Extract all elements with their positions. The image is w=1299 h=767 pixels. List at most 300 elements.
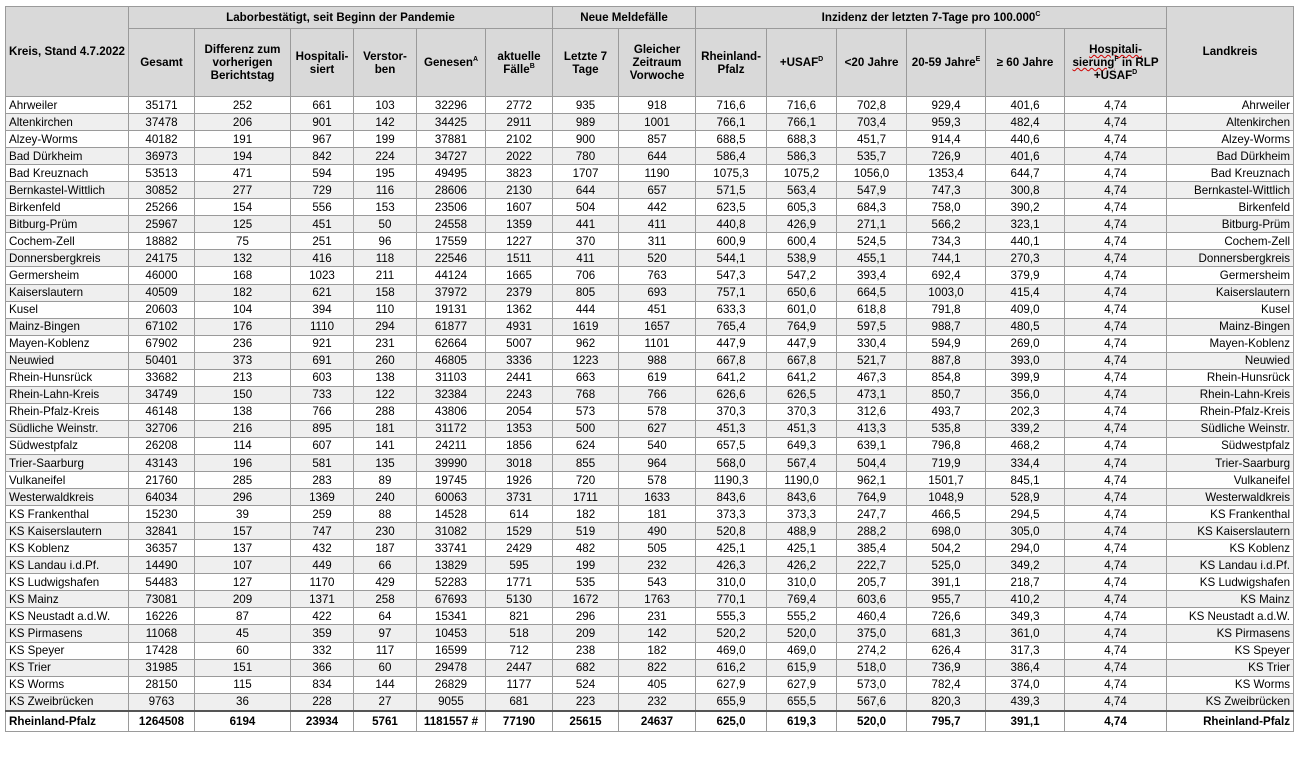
table-cell: 586,3 [767, 148, 837, 165]
table-cell: 19745 [417, 472, 486, 489]
table-cell: 768 [553, 386, 619, 403]
table-cell: 1359 [486, 216, 553, 233]
table-cell: 310,0 [767, 574, 837, 591]
table-cell: 1001 [619, 114, 696, 131]
table-row [6, 97, 1294, 114]
table-cell: 40509 [129, 284, 195, 301]
table-cell: 386,4 [986, 659, 1065, 676]
table-cell: 4,74 [1065, 437, 1167, 454]
table-cell: 425,1 [696, 540, 767, 557]
table-cell: KS Pirmasens [1167, 625, 1294, 642]
table-cell: 962,1 [837, 472, 907, 489]
table-cell: 2441 [486, 369, 553, 386]
table-cell: 31172 [417, 420, 486, 437]
table-cell: 719,9 [907, 454, 986, 471]
table-cell: 693 [619, 284, 696, 301]
table-cell: 370,3 [696, 403, 767, 420]
table-cell: 271,1 [837, 216, 907, 233]
table-cell: 857 [619, 131, 696, 148]
table-cell: 366 [291, 659, 354, 676]
table-cell: Bitburg-Prüm [1167, 216, 1294, 233]
table-cell: 370 [553, 233, 619, 250]
table-cell: 455,1 [837, 250, 907, 267]
table-cell: 28606 [417, 182, 486, 199]
table-cell: 238 [553, 642, 619, 659]
table-cell: 504 [553, 199, 619, 216]
table-cell: KS Landau i.d.Pf. [6, 557, 129, 574]
table-cell: Alzey-Worms [1167, 131, 1294, 148]
table-cell: Bad Kreuznach [6, 165, 129, 182]
table-cell: 918 [619, 97, 696, 114]
table-cell: 614 [486, 506, 553, 523]
table-cell: Bernkastel-Wittlich [1167, 182, 1294, 199]
table-cell: 644 [619, 148, 696, 165]
table-cell: 110 [354, 301, 417, 318]
table-cell: KS Koblenz [1167, 540, 1294, 557]
table-cell: 218,7 [986, 574, 1065, 591]
table-cell: 5130 [486, 591, 553, 608]
table-cell: 661 [291, 97, 354, 114]
table-cell: 766 [291, 403, 354, 420]
table-cell: KS Worms [1167, 676, 1294, 693]
table-row [6, 148, 1294, 165]
table-cell: 24175 [129, 250, 195, 267]
table-cell: 370,3 [767, 403, 837, 420]
table-cell: 626,6 [696, 386, 767, 403]
header-20-59: 20-59 Jahre$^E$ [907, 29, 986, 97]
table-cell: 122 [354, 386, 417, 403]
table-cell: 349,2 [986, 557, 1065, 574]
table-cell: 182 [619, 642, 696, 659]
table-row [6, 437, 1294, 454]
table-cell: Cochem-Zell [6, 233, 129, 250]
table-cell: 17428 [129, 642, 195, 659]
table-cell: 845,1 [986, 472, 1065, 489]
header-differenz: Differenz zum vorherigen Berichtstag [195, 29, 291, 97]
table-cell: 854,8 [907, 369, 986, 386]
table-cell: 213 [195, 369, 291, 386]
table-cell: 247,7 [837, 506, 907, 523]
table-cell: 1048,9 [907, 489, 986, 506]
table-cell: 641,2 [767, 369, 837, 386]
table-cell: 1707 [553, 165, 619, 182]
header-landkreis: Landkreis [1167, 7, 1294, 97]
table-cell: 4,74 [1065, 454, 1167, 471]
table-cell: 260 [354, 352, 417, 369]
table-cell: Rhein-Pfalz-Kreis [1167, 403, 1294, 420]
table-row [6, 335, 1294, 352]
table-cell: 24211 [417, 437, 486, 454]
table-row [6, 250, 1294, 267]
table-cell: 594 [291, 165, 354, 182]
table-cell: 66 [354, 557, 417, 574]
table-cell: 504,2 [907, 540, 986, 557]
table-cell: 30852 [129, 182, 195, 199]
table-cell: 567,6 [837, 693, 907, 711]
table-cell: 356,0 [986, 386, 1065, 403]
table-row [6, 318, 1294, 335]
table-cell: 650,6 [767, 284, 837, 301]
table-cell: 18882 [129, 233, 195, 250]
table-cell: 33682 [129, 369, 195, 386]
table-cell: 411 [553, 250, 619, 267]
table-cell: 334,4 [986, 454, 1065, 471]
table-cell: 3336 [486, 352, 553, 369]
table-cell: 734,3 [907, 233, 986, 250]
table-cell: 791,8 [907, 301, 986, 318]
table-cell: 440,1 [986, 233, 1065, 250]
table-cell: 24558 [417, 216, 486, 233]
table-cell: 312,6 [837, 403, 907, 420]
table-cell: Mainz-Bingen [6, 318, 129, 335]
table-cell: 440,6 [986, 131, 1065, 148]
table-cell: Südliche Weinstr. [1167, 420, 1294, 437]
table-cell: 11068 [129, 625, 195, 642]
total-cell: 5761 [354, 711, 417, 732]
table-cell: 4,74 [1065, 472, 1167, 489]
table-cell: KS Pirmasens [6, 625, 129, 642]
table-cell: 288 [354, 403, 417, 420]
table-cell: 259 [291, 506, 354, 523]
table-cell: 46148 [129, 403, 195, 420]
table-cell: 505 [619, 540, 696, 557]
table-cell: 1075,2 [767, 165, 837, 182]
table-cell: 469,0 [767, 642, 837, 659]
table-cell: 216 [195, 420, 291, 437]
table-cell: 60063 [417, 489, 486, 506]
table-cell: 1511 [486, 250, 553, 267]
table-cell: 339,2 [986, 420, 1065, 437]
table-cell: KS Ludwigshafen [1167, 574, 1294, 591]
table-cell: 64034 [129, 489, 195, 506]
table-cell: 49495 [417, 165, 486, 182]
table-cell: 1529 [486, 523, 553, 540]
table-cell: 32296 [417, 97, 486, 114]
table-cell: 2911 [486, 114, 553, 131]
table-cell: 43143 [129, 454, 195, 471]
table-cell: 196 [195, 454, 291, 471]
table-cell: 624 [553, 437, 619, 454]
table-cell: 439,3 [986, 693, 1065, 711]
table-cell: 67693 [417, 591, 486, 608]
table-cell: 2447 [486, 659, 553, 676]
table-cell: 766,1 [696, 114, 767, 131]
total-cell: Rheinland-Pfalz [6, 711, 129, 732]
table-cell: 45 [195, 625, 291, 642]
table-cell: 332 [291, 642, 354, 659]
table-cell: 726,6 [907, 608, 986, 625]
table-cell: 209 [195, 591, 291, 608]
table-cell: 3823 [486, 165, 553, 182]
table-row [6, 182, 1294, 199]
table-row [6, 352, 1294, 369]
table-cell: 54483 [129, 574, 195, 591]
table-cell: 467,3 [837, 369, 907, 386]
table-cell: 4,74 [1065, 676, 1167, 693]
table-cell: KS Kaiserslautern [6, 523, 129, 540]
table-cell: 9055 [417, 693, 486, 711]
table-cell: 627,9 [767, 676, 837, 693]
table-cell: 822 [619, 659, 696, 676]
table-cell: Kusel [6, 301, 129, 318]
table-cell: 25967 [129, 216, 195, 233]
table-row [6, 523, 1294, 540]
table-cell: 211 [354, 267, 417, 284]
table-cell: 667,8 [767, 352, 837, 369]
table-cell: 594,9 [907, 335, 986, 352]
table-cell: 390,2 [986, 199, 1065, 216]
total-cell: 24637 [619, 711, 696, 732]
table-cell: 744,1 [907, 250, 986, 267]
table-cell: 667,8 [696, 352, 767, 369]
table-cell: 31103 [417, 369, 486, 386]
table-cell: 391,1 [907, 574, 986, 591]
table-cell: 1190 [619, 165, 696, 182]
table-cell: KS Landau i.d.Pf. [1167, 557, 1294, 574]
table-cell: 1353,4 [907, 165, 986, 182]
table-cell: 780 [553, 148, 619, 165]
table-cell: Bitburg-Prüm [6, 216, 129, 233]
table-cell: 373,3 [767, 506, 837, 523]
table-cell: 770,1 [696, 591, 767, 608]
header-hospitalisierung: Hospitali- sierung$^F$ in RLP $+USAF^D$ [1065, 29, 1167, 97]
table-cell: 410,2 [986, 591, 1065, 608]
table-cell: 657 [619, 182, 696, 199]
table-cell: 393,0 [986, 352, 1065, 369]
table-cell: 4,74 [1065, 608, 1167, 625]
table-cell: 535 [553, 574, 619, 591]
table-cell: 821 [486, 608, 553, 625]
table-cell: 520,2 [696, 625, 767, 642]
table-cell: 471 [195, 165, 291, 182]
table-cell: 1056,0 [837, 165, 907, 182]
table-cell: Birkenfeld [1167, 199, 1294, 216]
table-cell: 729 [291, 182, 354, 199]
table-cell: 75 [195, 233, 291, 250]
table-cell: 763 [619, 267, 696, 284]
table-cell: 305,0 [986, 523, 1065, 540]
table-row [6, 386, 1294, 403]
table-cell: 1501,7 [907, 472, 986, 489]
table-cell: 251 [291, 233, 354, 250]
table-cell: 277 [195, 182, 291, 199]
table-cell: KS Ludwigshafen [6, 574, 129, 591]
table-cell: Südliche Weinstr. [6, 420, 129, 437]
table-cell: 1170 [291, 574, 354, 591]
table-cell: 399,9 [986, 369, 1065, 386]
table-row [6, 659, 1294, 676]
table-cell: 765,4 [696, 318, 767, 335]
table-row [6, 233, 1294, 250]
table-cell: 524,5 [837, 233, 907, 250]
header-aktuelle-faelle: aktuelle Fälle$^B$ [486, 29, 553, 97]
total-cell: 6194 [195, 711, 291, 732]
table-cell: 168 [195, 267, 291, 284]
table-cell: 442 [619, 199, 696, 216]
table-cell: Bad Dürkheim [6, 148, 129, 165]
table-cell: 104 [195, 301, 291, 318]
table-cell: 757,1 [696, 284, 767, 301]
table-cell: 4,74 [1065, 386, 1167, 403]
table-row [6, 301, 1294, 318]
table-body [6, 97, 1294, 732]
table-cell: KS Kaiserslautern [1167, 523, 1294, 540]
table-cell: 563,4 [767, 182, 837, 199]
table-cell: 296 [195, 489, 291, 506]
table-cell: 547,3 [696, 267, 767, 284]
table-cell: 223 [553, 693, 619, 711]
table-cell: 480,5 [986, 318, 1065, 335]
table-cell: 578 [619, 403, 696, 420]
table-cell: 603,6 [837, 591, 907, 608]
table-cell: 451,7 [837, 131, 907, 148]
table-cell: 4,74 [1065, 625, 1167, 642]
table-cell: 621 [291, 284, 354, 301]
table-cell: 855 [553, 454, 619, 471]
table-cell: 34425 [417, 114, 486, 131]
table-cell: 4931 [486, 318, 553, 335]
table-cell: 413,3 [837, 420, 907, 437]
table-cell: 60 [354, 659, 417, 676]
table-cell: 37972 [417, 284, 486, 301]
table-row [6, 540, 1294, 557]
table-cell: 633,3 [696, 301, 767, 318]
table-cell: 581 [291, 454, 354, 471]
table-cell: Rhein-Lahn-Kreis [6, 386, 129, 403]
table-cell: 15230 [129, 506, 195, 523]
table-cell: 1101 [619, 335, 696, 352]
table-cell: 1763 [619, 591, 696, 608]
table-cell: 393,4 [837, 267, 907, 284]
table-cell: 181 [619, 506, 696, 523]
table-cell: 50 [354, 216, 417, 233]
table-cell: 199 [553, 557, 619, 574]
table-cell: Südwestpfalz [6, 437, 129, 454]
table-cell: 258 [354, 591, 417, 608]
table-cell: 28150 [129, 676, 195, 693]
table-cell: KS Mainz [1167, 591, 1294, 608]
table-cell: 195 [354, 165, 417, 182]
table-cell: 600,9 [696, 233, 767, 250]
table-cell: 524 [553, 676, 619, 693]
table-cell: Rhein-Hunsrück [6, 369, 129, 386]
table-cell: 681 [486, 693, 553, 711]
table-cell: 138 [195, 403, 291, 420]
table-cell: 547,9 [837, 182, 907, 199]
table-cell: 535,8 [907, 420, 986, 437]
table-row [6, 557, 1294, 574]
table-cell: 4,74 [1065, 182, 1167, 199]
table-cell: 451,3 [767, 420, 837, 437]
table-cell: 692,4 [907, 267, 986, 284]
table-cell: 720 [553, 472, 619, 489]
table-cell: 4,74 [1065, 216, 1167, 233]
table-cell: 22546 [417, 250, 486, 267]
table-cell: 432 [291, 540, 354, 557]
table-cell: 544,1 [696, 250, 767, 267]
table-cell: KS Speyer [6, 642, 129, 659]
table-cell: 373,3 [696, 506, 767, 523]
table-cell: 4,74 [1065, 693, 1167, 711]
table-cell: 4,74 [1065, 506, 1167, 523]
table-cell: 1607 [486, 199, 553, 216]
table-cell: 555,3 [696, 608, 767, 625]
table-cell: 4,74 [1065, 591, 1167, 608]
table-cell: Neuwied [1167, 352, 1294, 369]
table-cell: 451 [619, 301, 696, 318]
table-cell: 4,74 [1065, 489, 1167, 506]
table-cell: KS Speyer [1167, 642, 1294, 659]
table-cell: 39 [195, 506, 291, 523]
table-cell: Vulkaneifel [1167, 472, 1294, 489]
table-cell: 415,4 [986, 284, 1065, 301]
table-cell: 132 [195, 250, 291, 267]
table-row [6, 165, 1294, 182]
table-cell: 311 [619, 233, 696, 250]
table-cell: 88 [354, 506, 417, 523]
table-cell: 379,9 [986, 267, 1065, 284]
table-cell: 359 [291, 625, 354, 642]
table-cell: 627,9 [696, 676, 767, 693]
table-cell: 644,7 [986, 165, 1065, 182]
total-cell: 625,0 [696, 711, 767, 732]
table-cell: Donnersbergkreis [6, 250, 129, 267]
table-cell: 567,4 [767, 454, 837, 471]
table-cell: Kaiserslautern [6, 284, 129, 301]
table-cell: 182 [195, 284, 291, 301]
table-cell: 603 [291, 369, 354, 386]
table-cell: 4,74 [1065, 318, 1167, 335]
table-cell: 959,3 [907, 114, 986, 131]
table-row [6, 284, 1294, 301]
table-row [6, 642, 1294, 659]
table-cell: 595 [486, 557, 553, 574]
table-cell: 230 [354, 523, 417, 540]
table-row [6, 403, 1294, 420]
table-cell: Mayen-Koblenz [6, 335, 129, 352]
table-cell: 842 [291, 148, 354, 165]
table-row [6, 591, 1294, 608]
table-cell: 5007 [486, 335, 553, 352]
table-cell: Südwestpfalz [1167, 437, 1294, 454]
table-cell: 682 [553, 659, 619, 676]
table-cell: 107 [195, 557, 291, 574]
table-cell: Bad Dürkheim [1167, 148, 1294, 165]
table-cell: 224 [354, 148, 417, 165]
table-cell: 766 [619, 386, 696, 403]
table-cell: 138 [354, 369, 417, 386]
table-cell: 426,3 [696, 557, 767, 574]
table-cell: 568,0 [696, 454, 767, 471]
table-cell: 411 [619, 216, 696, 233]
table-cell: 27 [354, 693, 417, 711]
table-cell: 444 [553, 301, 619, 318]
table-cell: 449 [291, 557, 354, 574]
table-cell: 843,6 [696, 489, 767, 506]
table-cell: 2022 [486, 148, 553, 165]
table-cell: 37881 [417, 131, 486, 148]
table-cell: 283 [291, 472, 354, 489]
table-cell: 240 [354, 489, 417, 506]
table-cell: 766,1 [767, 114, 837, 131]
table-cell: 323,1 [986, 216, 1065, 233]
table-cell: 61877 [417, 318, 486, 335]
table-cell: 518,0 [837, 659, 907, 676]
table-cell: 4,74 [1065, 165, 1167, 182]
table-cell: 117 [354, 642, 417, 659]
header-rheinland-pfalz: Rheinland- Pfalz [696, 29, 767, 97]
table-cell: 405 [619, 676, 696, 693]
